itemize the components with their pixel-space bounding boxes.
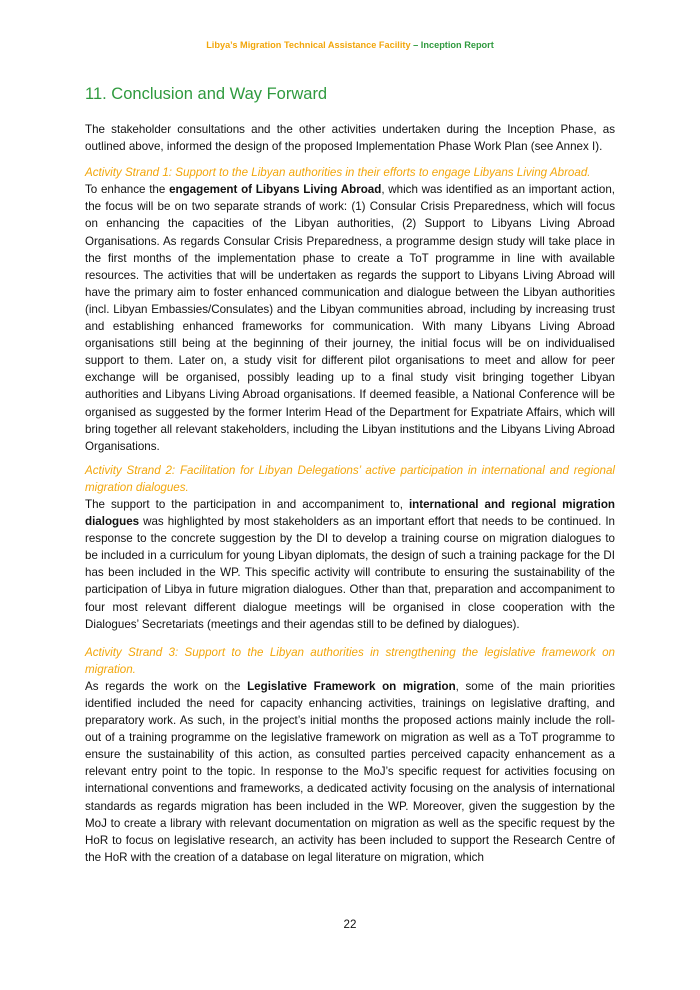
strand-2-heading: Activity Strand 2: Facilitation for Libyan Delegations’ active participation in international and regional migration dialogues. xyxy=(85,463,615,494)
running-header xyxy=(0,40,700,50)
page-number: 22 xyxy=(343,918,357,931)
strand-3-text: , some of the main priorities identified included the need for capacity enhancing activities, trainings on legislative drafting, and preparatory work. As such, in the project’s initial months the proposed actions mainly include the roll-out of a training programme on the legislative framework on migration as well as a ToT programme to ensure the sustainability of this action, as consulted parties perceived capacity enhancement as a relevant entry point to the topic. In response to the MoJ’s specific request for activities focusing on international conventions and frameworks, a dedicated activity focusing on the analysis of international standards as regards migration has been included in the WP. Moreover, given the suggestion by the MoJ to create a library with relevant documentation on migration as well as the specific request by the HoR to focus on legislative research, an activity has been included to support the Research Centre of the HoR with the creation of a database on legal literature on migration, which xyxy=(85,679,615,864)
strand-1-paragraph xyxy=(85,181,615,455)
header-project-name: Libya’s Migration Technical Assistance Facility xyxy=(206,40,411,50)
section-title: 11. Conclusion and Way Forward xyxy=(85,85,328,103)
strand-2-emphasis: international and regional migration dialogues xyxy=(85,497,615,529)
strand-2-lead: The support to the participation in and accompaniment to, xyxy=(85,497,409,511)
strand-3-paragraph xyxy=(85,678,615,866)
strand-1-text: , which was identified as an important action, the focus will be on two separate strands of work: (1) Consular Crisis Preparedness, which will focus on enhancing the capacities of the Libyan authorities, (2) Support to Libyans Living Abroad Organisations. As regards Consular Crisis Preparedness, a programme design study will take place in the first months of the implementation phase to create a ToT programme in line with available resources. The activities that will be undertaken as regards the support to Libyans Living Abroad will have the primary aim to foster enhanced communication and dialogue between the Libyan authorities (incl. Libyan Embassies/Consulates) and the Libyan communities abroad, including by increasing trust and establishing enhanced frameworks for communication. With many Libyans Living Abroad organisations still being at the beginning of their journey, the initial focus will be on individualised support to them. Later on, a study visit for different pilot organisations to meet and allow for peer exchange will be organised, possibly leading up to a final study visit bringing together Libyan authorities and Libyans Living Abroad organisations. If deemed feasible, a National Conference will be organised as suggested by the former Interim Head of the Department for Expatriate Affairs, which will bring together all relevant stakeholders, including the Libyan institutions and the Libyans Living Abroad Organisations. xyxy=(85,183,615,453)
section-body xyxy=(85,121,615,866)
intro-paragraph: The stakeholder consultations and the other activities undertaken during the Inception Phase, as outlined above, informed the design of the proposed Implementation Phase Work Plan (see Annex I). xyxy=(85,123,615,154)
strand-2-paragraph xyxy=(85,496,615,633)
strand-3-heading: Activity Strand 3: Support to the Libyan authorities in strengthening the legislative framework on migration. xyxy=(85,645,615,676)
header-report-type: – Inception Report xyxy=(410,40,494,50)
strand-1-heading: Activity Strand 1: Support to the Libyan authorities in their efforts to engage Libyans Living Abroad. xyxy=(85,166,591,180)
strand-1-lead: To enhance the xyxy=(85,183,170,197)
strand-2-text: was highlighted by most stakeholders as an important effort that needs to be continued. In response to the concrete suggestion by the DI to develop a training course on migration dialogues to be included in a curriculum for young Libyan diplomats, the design of such a training package for the DI has been included in the WP. This specific activity will contribute to ensuring the sustainability of the participation of Libya in future migration dialogues. Other than that, preparation and accompaniment to four most relevant different dialogue meetings will be organised in close cooperation with the Dialogues’ Secretariats (meetings and their agendas still to be defined by dialogues). xyxy=(85,515,615,631)
strand-3-lead: As regards the work on the xyxy=(85,679,248,693)
strand-3-emphasis: Legislative Framework on migration xyxy=(247,679,456,693)
strand-1-emphasis: engagement of Libyans Living Abroad xyxy=(169,183,382,197)
